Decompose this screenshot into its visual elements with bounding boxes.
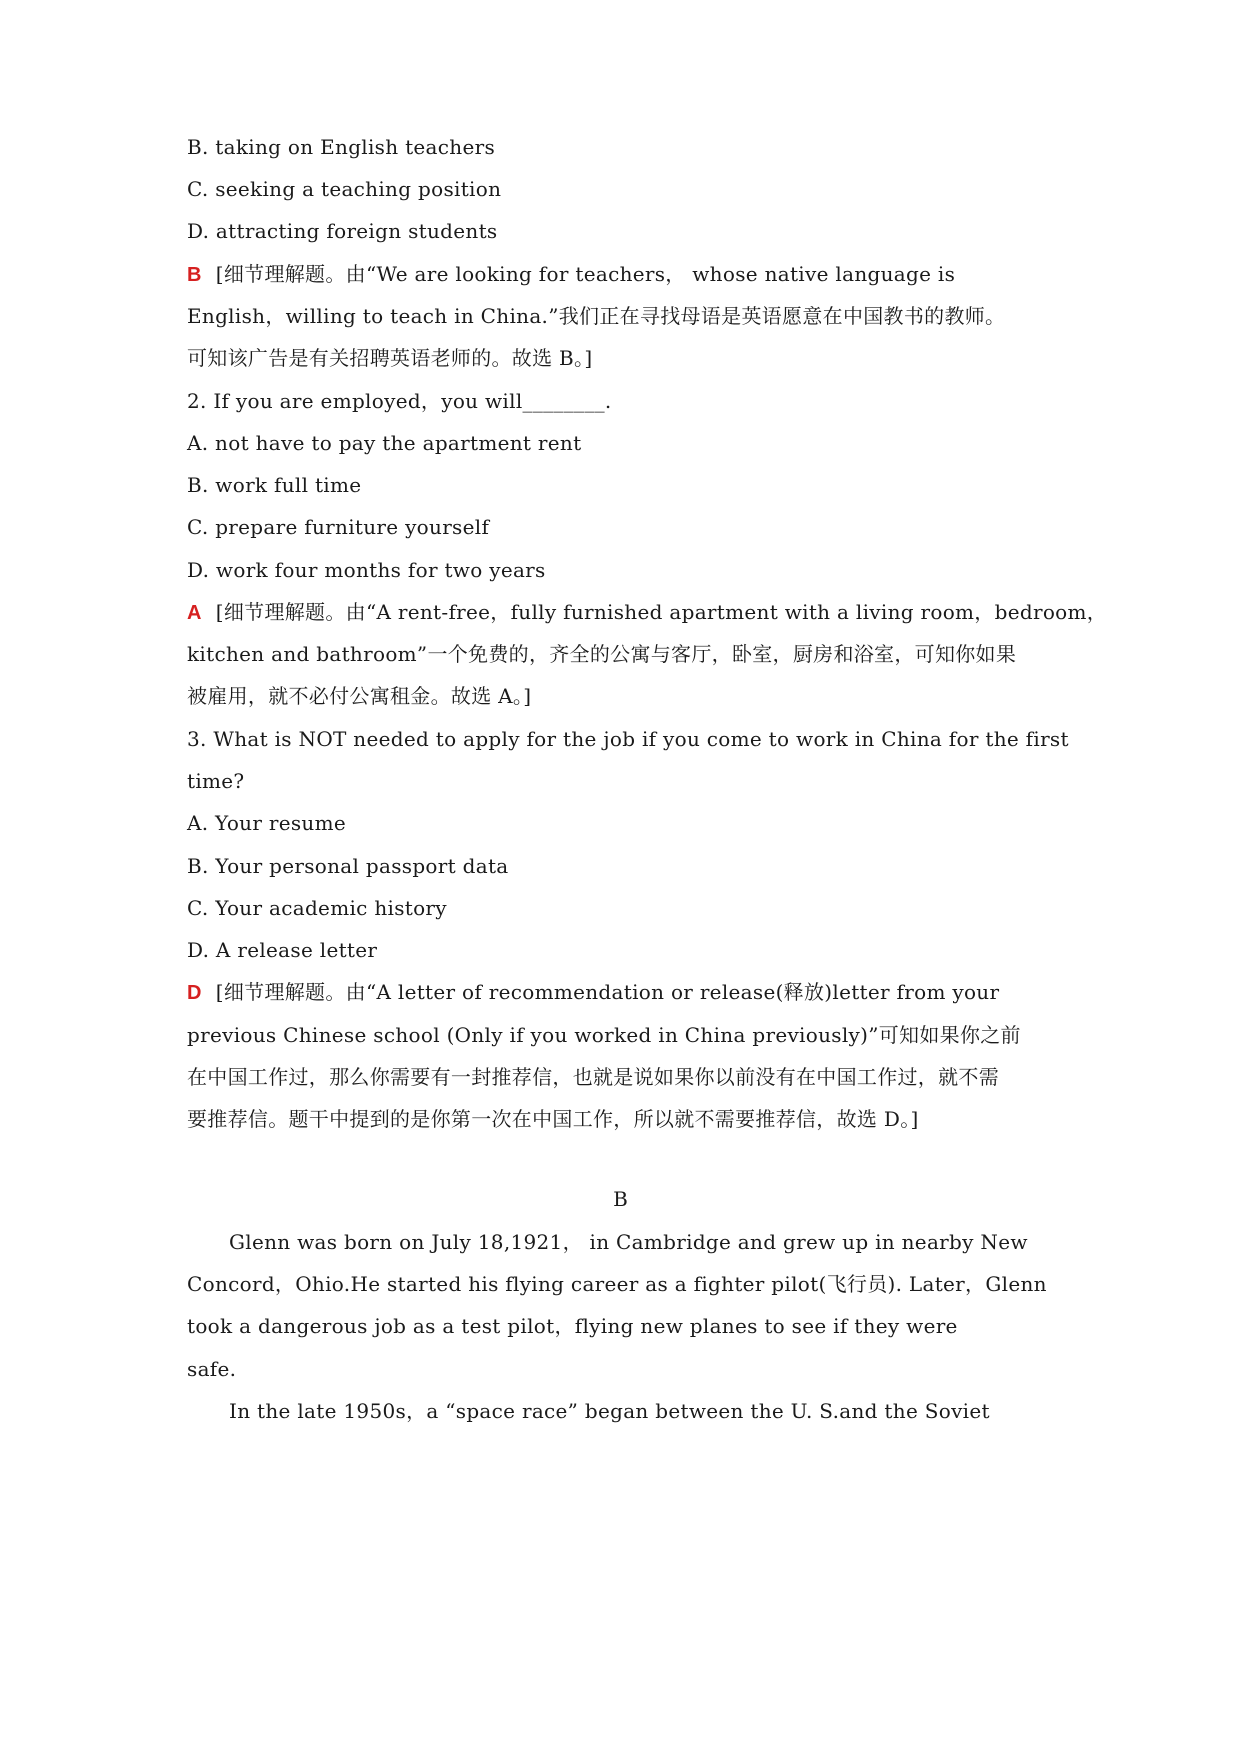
passage-line-4: safe. bbox=[187, 1357, 237, 1381]
q3-answer-letter: D bbox=[187, 982, 202, 1004]
passage-line-2: Concord，Ohio.He started his flying career as a fighter pilot(飞行员). Later，Glenn bbox=[187, 1272, 1047, 1296]
q2-option-a: A. not have to pay the apartment rent bbox=[187, 431, 582, 455]
q2-explanation-line-2: kitchen and bathroom”一个免费的，齐全的公寓与客厅，卧室，厨房和浴室，可知你如果 bbox=[187, 642, 1017, 666]
q3-explanation-line-4: 要推荐信。题干中提到的是你第一次在中国工作，所以就不需要推荐信，故选 D。] bbox=[187, 1107, 919, 1131]
q3-option-a: A. Your resume bbox=[187, 811, 347, 835]
passage-line-1: Glenn was born on July 18,1921， in Cambridge and grew up in nearby New bbox=[229, 1230, 1028, 1254]
q2-answer-letter: A bbox=[187, 602, 202, 624]
q1-explanation-line-3: 可知该广告是有关招聘英语老师的。故选 B。] bbox=[187, 346, 593, 370]
q1-option-c: C. seeking a teaching position bbox=[187, 177, 502, 201]
passage-line-3: took a dangerous job as a test pilot，flying new planes to see if they were bbox=[187, 1314, 958, 1338]
section-heading: B bbox=[613, 1187, 628, 1211]
q1-option-d: D. attracting foreign students bbox=[187, 219, 498, 243]
q3-option-d: D. A release letter bbox=[187, 938, 378, 962]
q2-option-b: B. work full time bbox=[187, 473, 362, 497]
q2-option-c: C. prepare furniture yourself bbox=[187, 515, 490, 539]
q2-explanation-text-1: [细节理解题。由“A rent-free，fully furnished apartment with a living room，bedroom， bbox=[215, 600, 1108, 624]
q3-stem-line-1: 3. What is NOT needed to apply for the job if you come to work in China for the first bbox=[187, 727, 1069, 751]
q3-explanation-line-1 bbox=[187, 979, 999, 1006]
q3-explanation-line-2: previous Chinese school (Only if you worked in China previously)”可知如果你之前 bbox=[187, 1023, 1021, 1047]
q3-stem-line-2: time? bbox=[187, 769, 245, 793]
q2-explanation-line-1 bbox=[187, 599, 1107, 626]
q3-explanation-text-1: [细节理解题。由“A letter of recommendation or release(释放)letter from your bbox=[215, 980, 1000, 1004]
q3-explanation-line-3: 在中国工作过，那么你需要有一封推荐信，也就是说如果你以前没有在中国工作过，就不需 bbox=[187, 1065, 999, 1089]
q1-explanation-text-1: [细节理解题。由“We are looking for teachers， whose native language is bbox=[215, 262, 956, 286]
q1-explanation-line-1 bbox=[187, 261, 955, 288]
q2-option-d: D. work four months for two years bbox=[187, 558, 546, 582]
q3-option-b: B. Your personal passport data bbox=[187, 854, 509, 878]
passage-line-5: In the late 1950s，a “space race” began between the U. S.and the Soviet bbox=[229, 1399, 990, 1423]
q2-explanation-line-3: 被雇用，就不必付公寓租金。故选 A。] bbox=[187, 684, 532, 708]
q2-stem: 2. If you are employed，you will________. bbox=[187, 389, 612, 413]
q3-option-c: C. Your academic history bbox=[187, 896, 447, 920]
q1-option-b: B. taking on English teachers bbox=[187, 135, 496, 159]
q1-answer-letter: B bbox=[187, 264, 202, 286]
q1-explanation-line-2: English，willing to teach in China.”我们正在寻找母语是英语愿意在中国教书的教师。 bbox=[187, 304, 1006, 328]
